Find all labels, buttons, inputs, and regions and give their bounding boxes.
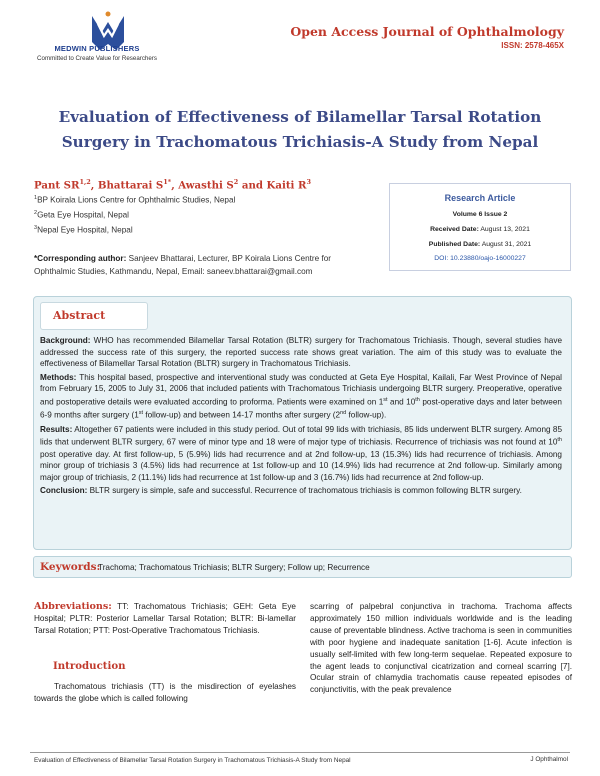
affiliation-text: Nepal Eye Hospital, Nepal (37, 225, 133, 235)
published-label: Published Date: (428, 241, 481, 248)
affiliation-number: 3 (34, 225, 38, 231)
results-text: Altogether 67 patients were included in this study period. Out of total 99 lids with trichiasis, 85 lids underwent BLTR surgery. Among 85 lids that underwent BLTR surgery, 67 were of minor type and 18 were of major type of trichiasis. Recurrence of trichiasis was not found at 10 (40, 424, 563, 447)
affiliation-number: 1 (34, 195, 38, 201)
keywords-label: Keywords: (40, 561, 101, 573)
abbreviations-label: Abbreviations: (34, 601, 112, 612)
methods-label: Methods: (40, 372, 77, 382)
author-affiliation-mark: 1* (163, 178, 172, 186)
affiliation-text: BP Koirala Lions Centre for Ophthalmic Studies, Nepal (37, 195, 236, 205)
author-list: Pant SR$^{1,2}$, Bhattarai $S^{1*}$, Awasthi $S^2$ and Kaiti $R^3$ (34, 178, 311, 192)
published-date (390, 241, 570, 248)
corresponding-author (34, 252, 369, 278)
received-date (390, 226, 570, 233)
ordinal-suffix: st (383, 396, 388, 403)
article-volume (390, 211, 570, 218)
background-label: Background: (40, 336, 91, 345)
received-value: August 13, 2021 (480, 226, 530, 233)
ordinal-suffix: th (415, 396, 420, 403)
article-title: Evaluation of Effectiveness of Bilamellar Tarsal Rotation Surgery in Trachomatous Trichiasis-A Study from Nepal (58, 108, 542, 151)
publisher-tagline: Committed to Create Value for Researchers (37, 55, 157, 62)
author-conjunction: and (241, 179, 263, 192)
abstract-heading: Abstract (53, 309, 106, 322)
article-info-box (389, 183, 571, 271)
keywords-text: Trachoma; Trachomatous Trichiasis; BLTR Surgery; Follow up; Recurrence (98, 563, 370, 572)
author-name[interactable]: Pant SR (34, 179, 80, 192)
journal-issn: ISSN: 2578-465X (501, 41, 564, 50)
abstract-conclusion (40, 485, 562, 497)
results-text: post operative day. At first follow-up, 5 (5.9%) lids had recurrence and at 2nd follow-up, 13 (15.3%) lids had recurrence of trichiasis. Among minor group of trichiasis 3 (4.5%) lids had recurrence at 1st follow-up and 10 (14.9%) lids had recurrence at 2nd follow-up. Similarly among major group of trichiasis, 2 (11.1%) lids had recurrence at 1st follow-up and 3 (16.7%) lids had recurrence at 2nd follow-up. (40, 449, 562, 482)
abbreviations-paragraph (34, 601, 296, 637)
affiliation (34, 195, 235, 205)
conclusion-text: BLTR surgery is simple, safe and successful. Recurrence of trachomatous trichiasis is common following BLTR surgery. (89, 486, 522, 496)
affiliation (34, 225, 133, 235)
received-label: Received Date: (430, 226, 479, 233)
author-affiliation-mark: 2 (233, 178, 239, 186)
author-name[interactable]: Kaiti R (266, 179, 307, 192)
author-name[interactable]: Bhattarai S (97, 179, 164, 192)
doi-link[interactable]: DOI: 10.23880/oajo-16000227 (434, 255, 526, 262)
author-name[interactable]: Awasthi S (178, 179, 234, 192)
publisher-name: MEDWIN PUBLISHERS (54, 44, 140, 53)
introduction-continued-paragraph: scarring of palpebral conjunctiva in trachoma. Trachoma affects approximately 150 million individuals worldwide and is the leading cause of preventable blindness. Active trachoma is seen in communities with poor hygiene and inadequate sanitation [1-6]. Acute infection is usually self-limited with few long-term sequelae. Repeated exposure to the agent leads to conjunctival cicatrization and corneal scarring [7]. Ocular strain of chlamydia trachomatis cause repeated episodes of conjunctivitis, with the peak prevalence (310, 602, 572, 695)
abstract-methods (40, 372, 562, 422)
conclusion-label: Conclusion: (40, 486, 88, 496)
corresponding-label: *Corresponding author: (34, 254, 127, 263)
abbreviations-text: TT: Trachomatous Trichiasis; GEH: Geta Eye Hospital; PLTR: Posterior Lamellar Tarsal Rotation; BLTR: Bi-lamellar Tarsal Rotation; PTT: Post-Operative Trachomatous Trichiasis. (34, 602, 296, 635)
introduction-paragraph: Trachomatous trichiasis (TT) is the misdirection of eyelashes towards the globe which is called following (34, 682, 296, 703)
author-affiliation-mark: 3 (306, 178, 311, 186)
affiliation-text: Geta Eye Hospital, Nepal (37, 210, 129, 220)
ordinal-suffix: th (557, 437, 562, 444)
methods-text: follow-up). (346, 411, 387, 421)
footer-journal-abbrev: J Ophthalmol (530, 756, 568, 763)
abstract-results (40, 424, 562, 484)
affiliation (34, 210, 129, 220)
background-text: WHO has recommended Bilamellar Tarsal Rotation (BLTR) surgery for Trachomatous Trichiasis. Though, several studies have addressed the success rate of this surgery, the reported success rate shows great variation. The aim of this study was to evaluate the effectiveness of Bilamellar Tarsal Rotation (BLTR) surgery in Trachomatous Trichiasis. (40, 336, 562, 369)
introduction-heading: Introduction (53, 660, 126, 672)
ordinal-suffix: nd (340, 410, 347, 417)
methods-text: and 10 (387, 397, 416, 407)
methods-text: This hospital based, prospective and interventional study was conducted at Geta Eye Hospital, Kailali, Far West Province of Nepal from February 15, 2005 to July 31, 2006 that included patients with Trachomatous Trichiasis undergoing BLTR surgery. Preoperative, operative and postoperative details were evaluated according to proforma. Patients were examined on 1 (40, 372, 562, 407)
results-label: Results: (40, 424, 73, 434)
abstract-body (40, 335, 562, 499)
methods-text: post-operative days and later between 6-9 months after surgery (1 (40, 397, 562, 421)
affiliation-number: 2 (34, 210, 38, 216)
abstract-background (40, 335, 562, 370)
corresponding-text[interactable]: Sanjeev Bhattarai, Lecturer, BP Koirala Lions Centre for Ophthalmic Studies, Kathmandu, Nepal, Email: saneev.bhattarai@gmail.com (34, 254, 332, 276)
methods-text: follow-up) and between 14-17 months after surgery (2 (143, 411, 341, 421)
published-value: August 31, 2021 (481, 241, 532, 248)
volume-text: Volume 6 Issue 2 (452, 211, 508, 218)
ordinal-suffix: st (138, 410, 144, 417)
journal-name[interactable]: Open Access Journal of Ophthalmology (290, 24, 564, 39)
article-type: Research Article (444, 193, 516, 203)
footer-divider (30, 752, 570, 753)
footer-citation: Evaluation of Effectiveness of Bilamellar Tarsal Rotation Surgery in Trachomatous Trichiasis-A Study from Nepal (34, 757, 351, 764)
author-affiliation-mark: 1,2 (79, 178, 91, 186)
